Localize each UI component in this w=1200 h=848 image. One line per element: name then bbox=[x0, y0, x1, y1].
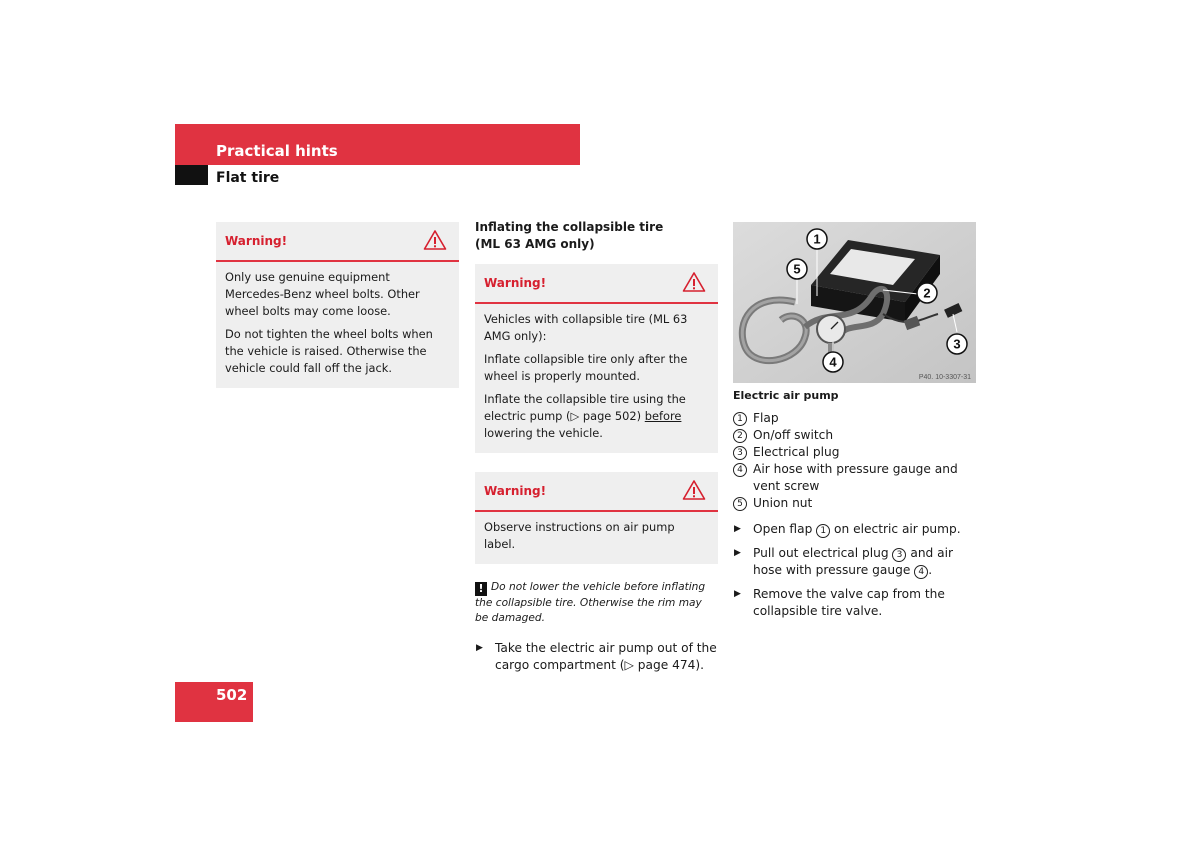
step-text: on electric air pump. bbox=[830, 522, 961, 536]
callout-1 bbox=[807, 229, 827, 249]
caution-text: Do not lower the vehicle before inflating the collapsible tire. Otherwise the rim may be damaged. bbox=[475, 581, 706, 624]
legend-text: Electrical plug bbox=[753, 445, 840, 459]
section-title: Practical hints bbox=[216, 142, 338, 160]
svg-text:3: 3 bbox=[953, 336, 961, 352]
air-pump-image bbox=[733, 222, 976, 383]
warning-box bbox=[475, 472, 718, 564]
callout-number: 3 bbox=[733, 446, 747, 460]
warning-title: Warning! bbox=[225, 234, 288, 248]
legend-text: On/off switch bbox=[753, 428, 834, 442]
warning-text-part: Inflate the collapsible tire using the electric pump (▷ page 502) bbox=[484, 392, 686, 423]
legend-item bbox=[733, 461, 985, 495]
warning-text: Observe instructions on air pump label. bbox=[484, 520, 675, 551]
warning-header bbox=[475, 264, 718, 304]
warning-text bbox=[484, 391, 709, 442]
warning-text: Only use genuine equipment Mercedes-Benz wheel bolts. Other wheel bolts may come loose. bbox=[225, 270, 420, 318]
warning-triangle-icon bbox=[423, 229, 447, 251]
warning-triangle-icon bbox=[682, 271, 706, 293]
warning-title: Warning! bbox=[484, 484, 547, 498]
triangle-right-icon: ▶ bbox=[734, 524, 741, 534]
warning-text: Inflate collapsible tire only after the wheel is properly mounted. bbox=[484, 352, 688, 383]
callout-number: 2 bbox=[733, 429, 747, 443]
step-text: and air hose with pressure gauge bbox=[753, 546, 954, 577]
list-item bbox=[475, 640, 718, 674]
caution-note bbox=[475, 580, 718, 626]
figure-legend bbox=[733, 410, 983, 512]
step-text: Take the electric air pump out of the cargo compartment (▷ page 474). bbox=[495, 641, 717, 672]
air-pump-illustration bbox=[733, 222, 976, 383]
procedure-heading-line2: (ML 63 AMG only) bbox=[475, 237, 595, 251]
step-text: Remove the valve cap from the collapsible tire valve. bbox=[753, 587, 945, 618]
legend-item bbox=[733, 410, 983, 427]
legend-item bbox=[733, 444, 983, 461]
exclamation-icon: ! bbox=[475, 582, 487, 596]
step-list bbox=[475, 640, 718, 674]
legend-text: Air hose with pressure gauge and vent screw bbox=[753, 462, 958, 493]
callout-number: 4 bbox=[914, 565, 928, 579]
warning-triangle-icon bbox=[682, 479, 706, 501]
callout-3 bbox=[947, 334, 967, 354]
list-item bbox=[733, 545, 983, 579]
warning-box bbox=[475, 264, 718, 453]
svg-text:2: 2 bbox=[923, 285, 931, 301]
list-item bbox=[733, 521, 983, 538]
emphasis-text: before bbox=[644, 409, 682, 423]
legend-text: Union nut bbox=[753, 496, 813, 510]
warning-box bbox=[216, 222, 459, 388]
page-number: 502 bbox=[216, 686, 248, 704]
triangle-right-icon: ▶ bbox=[476, 643, 483, 653]
step-text: Open flap bbox=[753, 522, 817, 536]
step-list bbox=[733, 521, 983, 627]
warning-body bbox=[475, 304, 718, 453]
legend-item bbox=[733, 427, 983, 444]
legend-item bbox=[733, 495, 983, 512]
callout-number: 3 bbox=[892, 548, 906, 562]
step-text: Pull out electrical plug bbox=[753, 546, 893, 560]
warning-body bbox=[216, 262, 459, 388]
callout-2 bbox=[917, 283, 937, 303]
svg-text:5: 5 bbox=[793, 261, 801, 277]
subsection-marker bbox=[175, 165, 208, 185]
svg-text:1: 1 bbox=[813, 231, 821, 247]
step-text: . bbox=[928, 563, 933, 577]
callout-4 bbox=[823, 352, 843, 372]
svg-text:4: 4 bbox=[829, 354, 837, 370]
procedure-heading-line1: Inflating the collapsible tire bbox=[475, 220, 664, 234]
list-item bbox=[733, 586, 983, 620]
warning-text: Do not tighten the wheel bolts when the vehicle is raised. Otherwise the vehicle could fall off the jack. bbox=[225, 327, 433, 375]
procedure-heading bbox=[475, 219, 718, 253]
subsection-title: Flat tire bbox=[216, 170, 280, 186]
middle-column bbox=[475, 219, 718, 681]
triangle-right-icon: ▶ bbox=[734, 548, 741, 558]
figure-caption: Electric air pump bbox=[733, 389, 839, 402]
warning-text-part: lowering the vehicle. bbox=[484, 426, 603, 440]
warning-header bbox=[475, 472, 718, 512]
callout-number: 1 bbox=[816, 524, 830, 538]
image-code: P40. 10-3307-31 bbox=[918, 374, 971, 381]
warning-text: Vehicles with collapsible tire (ML 63 AMG only): bbox=[484, 312, 688, 343]
callout-number: 5 bbox=[733, 497, 747, 511]
warning-title: Warning! bbox=[484, 276, 547, 290]
warning-body bbox=[475, 512, 718, 564]
callout-5 bbox=[787, 259, 807, 279]
triangle-right-icon: ▶ bbox=[734, 589, 741, 599]
left-column bbox=[216, 222, 459, 388]
warning-header bbox=[216, 222, 459, 262]
legend-text: Flap bbox=[753, 411, 779, 425]
callout-number: 1 bbox=[733, 412, 747, 426]
callout-number: 4 bbox=[733, 463, 747, 477]
